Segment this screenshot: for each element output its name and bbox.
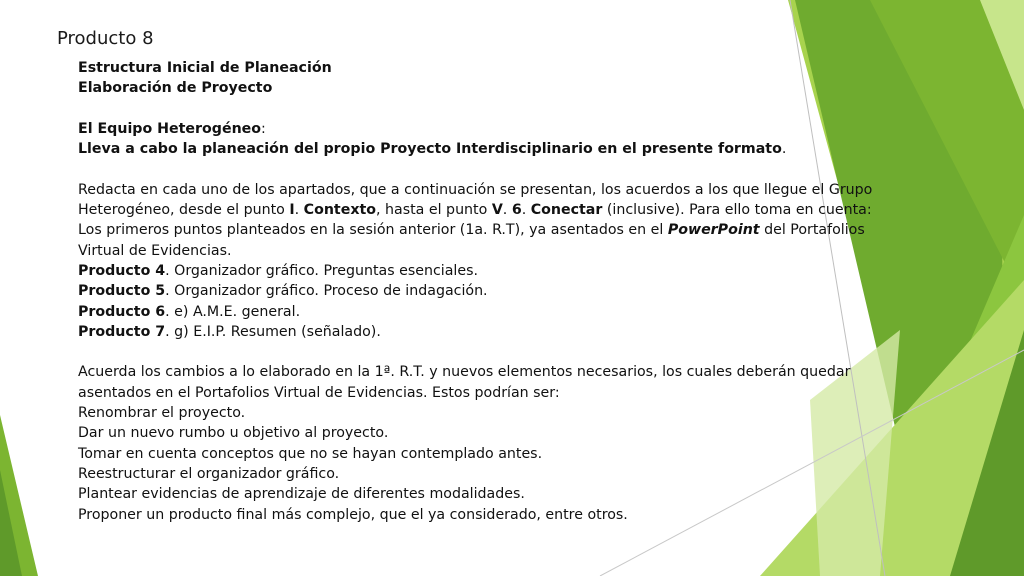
heading-estructura: Estructura Inicial de Planeación <box>78 60 332 76</box>
producto-item: Producto 7. g) E.I.P. Resumen (señalado). <box>78 323 381 340</box>
paragraph1-line1: Redacta en cada uno de los apartados, que a continuación se presentan, los acuerdos a los que llegue el Grupo <box>78 181 873 198</box>
slide-content <box>78 58 958 525</box>
producto-item: Producto 6. e) A.M.E. general. <box>78 303 301 320</box>
change-item: Plantear evidencias de aprendizaje de diferentes modalidades. <box>78 486 525 503</box>
change-item: Tomar en cuenta conceptos que no se hayan contemplado antes. <box>78 445 543 462</box>
equipo-line: El Equipo Heterogéneo: <box>78 120 266 137</box>
paragraph1-line2: Heterogéneo, desde el punto I. Contexto, hasta el punto V. 6. Conectar (inclusive). Para ello toma en cuenta: <box>78 202 872 219</box>
paragraph2-line2: asentados en el Portafolios Virtual de Evidencias. Estos podrían ser: <box>78 384 560 401</box>
change-item: Reestructurar el organizador gráfico. <box>78 465 340 482</box>
heading-elaboracion: Elaboración de Proyecto <box>78 80 273 97</box>
instruction-line: Lleva a cabo la planeación del propio Proyecto Interdisciplinario en el presente formato. <box>78 141 787 158</box>
producto-item: Producto 5. Organizador gráfico. Proceso de indagación. <box>78 283 488 300</box>
paragraph1-line4: Virtual de Evidencias. <box>78 242 232 259</box>
slide-title: Producto 8 <box>57 28 154 49</box>
change-item: Renombrar el proyecto. <box>78 405 246 422</box>
paragraph2-line1: Acuerda los cambios a lo elaborado en la 1ª. R.T. y nuevos elementos necesarios, los cuales deberán quedar <box>78 364 851 381</box>
producto-item: Producto 4. Organizador gráfico. Preguntas esenciales. <box>78 262 479 279</box>
change-item: Proponer un producto final más complejo, que el ya considerado, entre otros. <box>78 506 628 523</box>
change-item: Dar un nuevo rumbo u objetivo al proyecto. <box>78 425 389 442</box>
paragraph1-line3: Los primeros puntos planteados en la sesión anterior (1a. R.T), ya asentados en el PowerPoint del Portafolios <box>78 222 865 239</box>
